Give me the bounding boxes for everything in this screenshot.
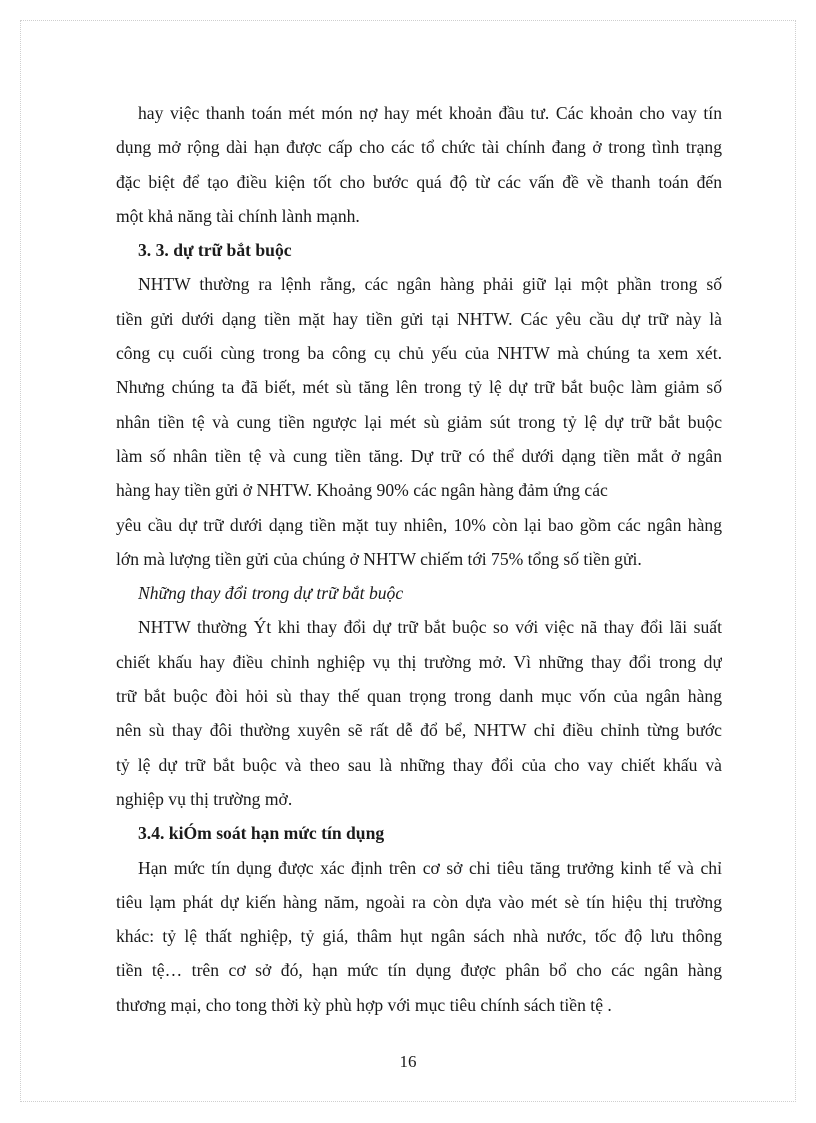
text-line: thương mại, cho tong thời kỳ phù hợp với mục tiêu chính sách tiền tệ . [116,994,612,1015]
text-line: tiêu lạm phát dự kiến hàng năm, ngoài ra còn dựa vào mét sè tín hiệu thị trường [116,891,722,912]
text-line: Nhưng chúng ta đã biết, mét sù tăng lên trong tỷ lệ dự trữ bắt buộc làm giảm số [116,377,722,398]
text-line: Hạn mức tín dụng được xác định trên cơ sở chi tiêu tăng trưởng kinh tế và chỉ [138,857,722,878]
text-line: đặc biệt để tạo điều kiện tốt cho bước quá độ từ các vấn đề về thanh toán đến [116,171,722,192]
text-line: hàng hay tiền gửi ở NHTW. Khoảng 90% các ngân hàng đảm ứng các [116,480,608,501]
text-line: công cụ cuối cùng trong ba công cụ chủ yếu của NHTW mà chúng ta xem xét. [116,343,722,364]
text-line: trữ bắt buộc đòi hỏi sù thay thế quan trọng trong danh mục vốn của ngân hàng [116,686,722,707]
text-line: hay việc thanh toán mét món nợ hay mét khoản đầu tư. Các khoản cho vay tín [138,103,722,123]
section-heading-3-4: 3.4. kiÓm soát hạn mức tín dụng [138,823,385,844]
text-line: tiền tệ… trên cơ sở đó, hạn mức tín dụng được phân bổ cho các ngân hàng [116,960,722,981]
text-line: khác: tỷ lệ thất nghiệp, tỷ giá, thâm hụt ngân sách nhà nước, tốc độ lưu thông [116,926,722,947]
text-line: chiết khấu hay điều chỉnh nghiệp vụ thị trường mở. Vì những thay đổi trong dự [116,651,722,672]
document-body [116,96,722,1022]
text-line: nên sù thay đôi thường xuyên sẽ rất dễ đổ bể, NHTW chỉ điều chỉnh từng bước [116,720,722,741]
text-line: nghiệp vụ thị trường mở. [116,788,293,809]
page-number: 16 [399,1052,417,1071]
text-line: dụng mở rộng dài hạn được cấp cho các tổ chức tài chính đang ở trong tình trạng [116,137,722,158]
text-line: tiền gửi dưới dạng tiền mặt hay tiền gửi tại NHTW. Các yêu cầu dự trữ này là [116,308,722,329]
text-line: nhân tiền tệ và cung tiền ngược lại mét sù giảm sút trong tỷ lệ dự trữ bắt buộc [116,411,722,432]
text-line: NHTW thường ra lệnh rằng, các ngân hàng phải giữ lại một phần trong số [138,274,722,295]
text-line: NHTW thường Ýt khi thay đổi dự trữ bắt buộc so với việc nã thay đổi lãi suất [138,617,722,638]
text-line: yêu cầu dự trữ dưới dạng tiền mặt tuy nhiên, 10% còn lại bao gồm các ngân hàng [116,514,722,535]
text-line: một khả năng tài chính lành mạnh. [116,205,360,226]
section-heading-3-3: 3. 3. dự trữ bắt buộc [138,240,292,261]
text-line: tỷ lệ dự trữ bắt buộc và theo sau là những thay đổi của cho vay chiết khấu và [116,754,722,775]
text-line: làm số nhân tiền tệ và cung tiền tăng. Dự trữ có thể dưới dạng tiền mắt ở ngân [116,445,722,466]
subsection-heading: Những thay đổi trong dự trữ bắt buộc [138,583,404,604]
text-line: lớn mà lượng tiền gửi của chúng ở NHTW chiếm tới 75% tổng số tiền gửi. [116,548,642,569]
